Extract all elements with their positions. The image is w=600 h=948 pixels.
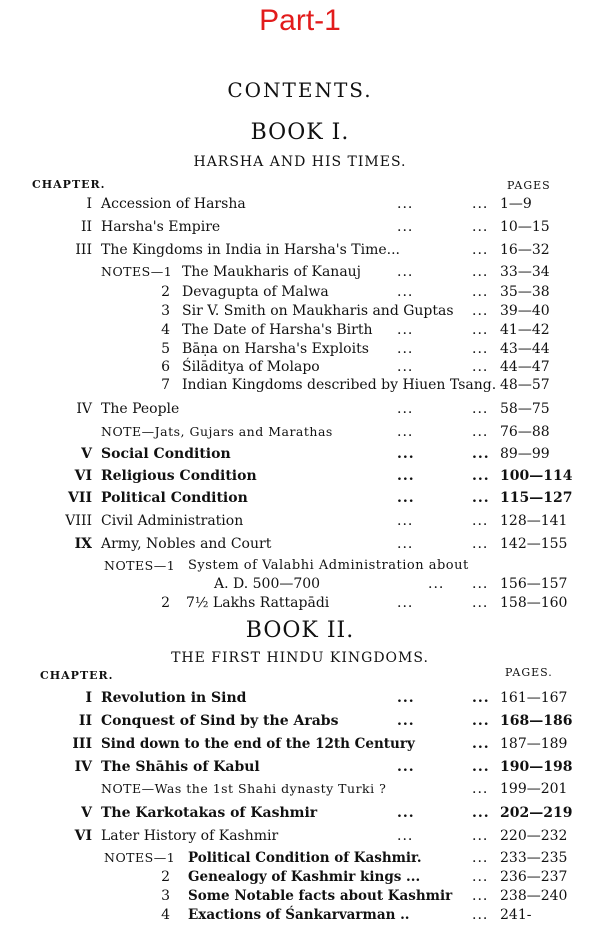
leader-dots: ... (397, 468, 415, 484)
leader-dots: ... (472, 424, 489, 440)
chapter-title: Conquest of Sind by the Arabs (101, 713, 339, 729)
chapter-number: II (78, 713, 92, 729)
note-number: 2 (161, 869, 170, 885)
leader-dots: ... (472, 322, 489, 338)
note-title: Genealogy of Kashmir kings ... (188, 869, 421, 885)
toc-row (0, 513, 600, 533)
note-title: The Date of Harsha's Birth (182, 322, 373, 338)
leader-dots: ... (472, 219, 489, 235)
book1-chapter-header: CHAPTER. (32, 178, 106, 191)
chapter-title: Religious Condition (101, 468, 257, 484)
chapter-number: V (81, 446, 92, 462)
toc-row (0, 536, 600, 556)
leader-dots: ... (397, 490, 415, 506)
page-range: 128—141 (500, 513, 568, 529)
leader-dots: ... (472, 781, 489, 797)
page-range: 241- (500, 907, 532, 923)
chapter-title: Civil Administration (101, 513, 244, 529)
chapter-number: VI (74, 468, 92, 484)
chapter-title: Sind down to the end of the 12th Century (101, 736, 415, 752)
page-range: 158—160 (500, 595, 568, 611)
leader-dots: ... (397, 513, 414, 529)
book2-chapter-header: CHAPTER. (40, 669, 114, 682)
leader-dots: ... (472, 513, 489, 529)
toc-row (0, 219, 600, 239)
toc-row (0, 401, 600, 421)
toc-note-row (0, 322, 600, 342)
note-title: Devagupta of Malwa (182, 284, 329, 300)
toc-note-row (0, 359, 600, 379)
part-label: Part-1 (259, 4, 341, 37)
note-title: A. D. 500—700 (214, 576, 321, 592)
leader-dots: ... (472, 576, 489, 592)
chapter-title: Later History of Kashmir (101, 828, 279, 844)
page-range: 16—32 (500, 242, 550, 258)
leader-dots: ... (397, 322, 414, 338)
page-range: 44—47 (500, 359, 550, 375)
page-range: 39—40 (500, 303, 550, 319)
page-range: 43—44 (500, 341, 550, 357)
note-number: 3 (161, 888, 170, 904)
toc-note-row (0, 284, 600, 304)
leader-dots: ... (472, 888, 489, 904)
leader-dots: ... (472, 284, 489, 300)
page-range: 89—99 (500, 446, 550, 462)
note-title: System of Valabhi Administration about (188, 558, 469, 573)
chapter-number: IV (76, 401, 92, 417)
note-number: 6 (161, 359, 170, 375)
book2-subtitle: THE FIRST HINDU KINGDOMS. (171, 650, 429, 666)
leader-dots: ... (397, 536, 414, 552)
leader-dots: ... (472, 850, 489, 866)
note-title: Political Condition of Kashmir. (188, 850, 422, 866)
leader-dots: ... (472, 907, 489, 923)
chapter-number: II (80, 219, 92, 235)
note-title: Sir V. Smith on Maukharis and Guptas (182, 303, 454, 319)
toc-row (0, 828, 600, 848)
note-title: Śilāditya of Molapo (182, 359, 320, 375)
leader-dots: ... (397, 446, 415, 462)
note-number: 4 (161, 322, 170, 338)
page-range: 236—237 (500, 869, 568, 885)
note-title: Some Notable facts about Kashmir (188, 888, 453, 904)
leader-dots: ... (472, 536, 489, 552)
note-number: 7 (161, 377, 170, 393)
page-range: 161—167 (500, 690, 568, 706)
note-text: NOTE—Was the 1st Shahi dynasty Turki ? (101, 781, 387, 796)
toc-row (0, 690, 600, 710)
note-title: The Maukharis of Kanauj (182, 264, 362, 280)
toc-row (0, 490, 600, 510)
note-title: 7½ Lakhs Rattapādi (186, 595, 330, 611)
note-number: 2 (161, 595, 170, 611)
leader-dots: ... (472, 446, 490, 462)
chapter-title: Political Condition (101, 490, 248, 506)
leader-dots: ... (472, 341, 489, 357)
book1-pages-header: PAGES (507, 179, 551, 192)
toc-note-row (0, 781, 600, 801)
page-range: 220—232 (500, 828, 568, 844)
note-title: Indian Kingdoms described by Hiuen Tsang. (182, 377, 497, 393)
leader-dots: ... (472, 828, 489, 844)
leader-dots: ... (472, 401, 489, 417)
leader-dots: ... (397, 196, 414, 212)
toc-row (0, 759, 600, 779)
notes-prefix: NOTES—1 (104, 850, 176, 865)
toc-note-row (0, 869, 600, 889)
page-range: 48—57 (500, 377, 550, 393)
chapter-number: VI (74, 828, 92, 844)
leader-dots: ... (397, 341, 414, 357)
page-range: 58—75 (500, 401, 550, 417)
leader-dots: ... (397, 424, 414, 440)
page-range: 35—38 (500, 284, 550, 300)
chapter-title: The Shāhis of Kabul (101, 759, 260, 775)
chapter-title: Army, Nobles and Court (101, 536, 272, 552)
toc-note-row (0, 377, 600, 397)
page-range: 76—88 (500, 424, 550, 440)
chapter-number: V (81, 805, 92, 821)
toc-note-row (0, 424, 600, 444)
leader-dots: ... (397, 805, 415, 821)
notes-prefix: NOTES—1 (101, 264, 173, 279)
chapter-number: III (75, 242, 92, 258)
note-title: Exactions of Śankarvarman .. (188, 907, 410, 923)
page-range: 142—155 (500, 536, 568, 552)
chapter-number: I (86, 196, 92, 212)
page-range: 190—198 (500, 759, 573, 775)
leader-dots: ... (397, 219, 414, 235)
leader-dots: ... (472, 690, 490, 706)
toc-note-row (0, 558, 600, 578)
toc-row (0, 736, 600, 756)
chapter-title: The Karkotakas of Kashmir (101, 805, 318, 821)
leader-dots: ... (472, 736, 490, 752)
leader-dots: ... (397, 264, 414, 280)
toc-note-row (0, 341, 600, 361)
leader-dots: ... (397, 759, 415, 775)
chapter-title: Revolution in Sind (101, 690, 247, 706)
toc-row (0, 468, 600, 488)
leader-dots: ... (397, 359, 414, 375)
toc-row (0, 242, 600, 262)
chapter-number: VII (68, 490, 92, 506)
toc-note-row (0, 850, 600, 870)
leader-dots: ... (472, 759, 490, 775)
page-range: 199—201 (500, 781, 568, 797)
page-range: 156—157 (500, 576, 568, 592)
chapter-number: III (72, 736, 92, 752)
note-number: 2 (161, 284, 170, 300)
note-title: Bāṇa on Harsha's Exploits (182, 341, 369, 357)
leader-dots: ... (397, 828, 414, 844)
leader-dots: ... (472, 242, 489, 258)
toc-row (0, 196, 600, 216)
page-range: 1—9 (500, 196, 532, 212)
book1-title: BOOK I. (250, 120, 350, 145)
leader-dots: ... (472, 303, 489, 319)
leader-dots: ... (472, 713, 490, 729)
leader-dots: ... (397, 401, 414, 417)
leader-dots: ... (472, 595, 489, 611)
leader-dots: ... (472, 490, 490, 506)
chapter-title: Harsha's Empire (101, 219, 221, 235)
leader-dots: ... (397, 690, 415, 706)
leader-dots: ... (472, 359, 489, 375)
leader-dots: ... (472, 264, 489, 280)
page-range: 115—127 (500, 490, 573, 506)
page-range: 100—114 (500, 468, 573, 484)
leader-dots: ... (428, 576, 445, 592)
leader-dots: ... (472, 196, 489, 212)
chapter-number: I (85, 690, 92, 706)
book2-title: BOOK II. (245, 618, 355, 643)
toc-note-row (0, 907, 600, 927)
chapter-title: Accession of Harsha (101, 196, 246, 212)
book2-pages-header: PAGES. (505, 666, 553, 679)
page-range: 10—15 (500, 219, 550, 235)
note-number: 3 (161, 303, 170, 319)
contents-title: CONTENTS. (227, 78, 373, 102)
page-range: 187—189 (500, 736, 568, 752)
page-range: 202—219 (500, 805, 573, 821)
toc-note-row (0, 576, 600, 596)
leader-dots: ... (397, 595, 414, 611)
note-number: 4 (161, 907, 170, 923)
chapter-title: Social Condition (101, 446, 231, 462)
toc-note-row (0, 595, 600, 615)
chapter-title: The Kingdoms in India in Harsha's Time... (101, 242, 400, 258)
leader-dots: ... (472, 805, 490, 821)
notes-prefix: NOTES—1 (104, 558, 176, 573)
toc-note-row (0, 264, 600, 284)
leader-dots: ... (397, 713, 415, 729)
page-range: 41—42 (500, 322, 550, 338)
note-text: NOTE—Jats, Gujars and Marathas (101, 424, 333, 439)
toc-note-row (0, 303, 600, 323)
leader-dots: ... (397, 284, 414, 300)
book1-subtitle: HARSHA AND HIS TIMES. (193, 154, 407, 170)
chapter-number: VIII (65, 513, 92, 529)
chapter-title: The People (101, 401, 180, 417)
page-range: 33—34 (500, 264, 550, 280)
leader-dots: ... (472, 468, 490, 484)
toc-row (0, 713, 600, 733)
page-range: 233—235 (500, 850, 568, 866)
chapter-number: IV (74, 759, 92, 775)
note-number: 5 (161, 341, 170, 357)
page-range: 168—186 (500, 713, 573, 729)
page-range: 238—240 (500, 888, 568, 904)
chapter-number: IX (74, 536, 92, 552)
toc-row (0, 446, 600, 466)
leader-dots: ... (472, 869, 489, 885)
toc-note-row (0, 888, 600, 908)
toc-row (0, 805, 600, 825)
